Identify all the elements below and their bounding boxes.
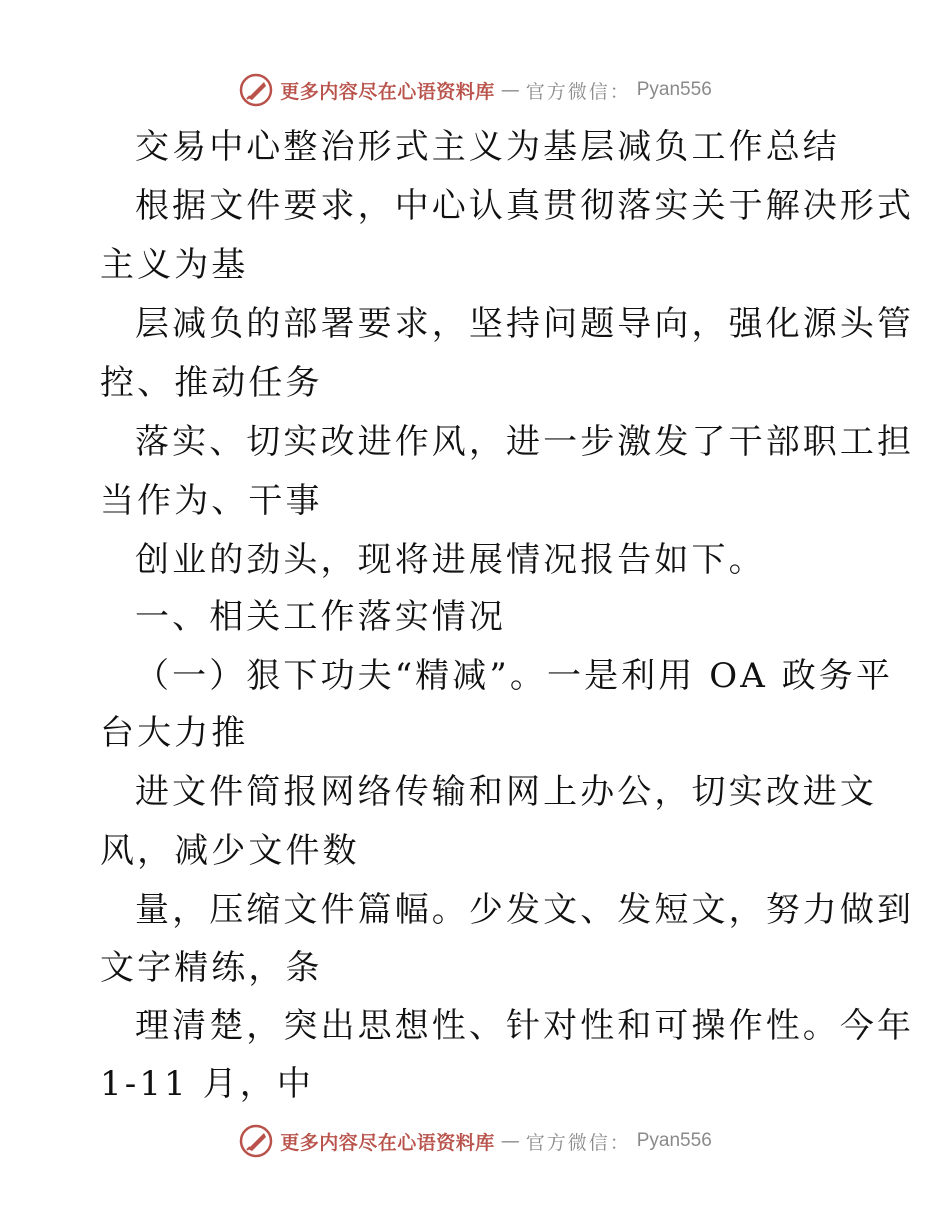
quill-pen-logo-icon [238,1123,274,1159]
paragraph-line: 根据文件要求，中心认真贯彻落实关于解决形式 [135,186,915,226]
paragraph-line: 量，压缩文件篇幅。少发文、发短文，努力做到 [135,890,915,930]
watermark-brand: 更多内容尽在心语资料库 [280,1131,495,1154]
paragraph-line: 理清楚，突出思想性、针对性和可操作性。今年 [135,1006,915,1046]
watermark-label: 官方微信： [525,1131,631,1154]
watermark-separator: — [500,79,520,101]
paragraph-line: （一）狠下功夫“精减”。一是利用 OA 政务平 [135,656,894,696]
watermark-brand: 更多内容尽在心语资料库 [280,80,495,103]
paragraph-line: 创业的劲头，现将进展情况报告如下。 [135,540,766,580]
watermark-label: 官方微信： [525,80,631,103]
watermark-wechat-id: Pyan556 [636,1130,712,1151]
header-watermark [0,70,950,110]
watermark-separator: — [500,1130,520,1152]
footer-watermark [0,1121,950,1161]
paragraph-line: 台大力推 [100,713,249,753]
paragraph-line: 进文件简报网络传输和网上办公，切实改进文 [135,772,877,812]
section-heading: 一、相关工作落实情况 [135,597,506,637]
paragraph-line: 落实、切实改进作风，进一步激发了干部职工担 [135,422,915,462]
document-title: 交易中心整治形式主义为基层减负工作总结 [135,127,840,167]
paragraph-line: 主义为基 [100,245,249,285]
watermark-wechat-id: Pyan556 [636,79,712,100]
paragraph-line: 当作为、干事 [100,481,323,521]
paragraph-line: 文字精练，条 [100,948,323,988]
paragraph-line: 控、推动任务 [100,363,323,403]
paragraph-line: 1-11 月，中 [100,1064,314,1104]
paragraph-line: 风，减少文件数 [100,831,360,871]
paragraph-line: 层减负的部署要求，坚持问题导向，强化源头管 [135,304,915,344]
quill-pen-logo-icon [238,72,274,108]
